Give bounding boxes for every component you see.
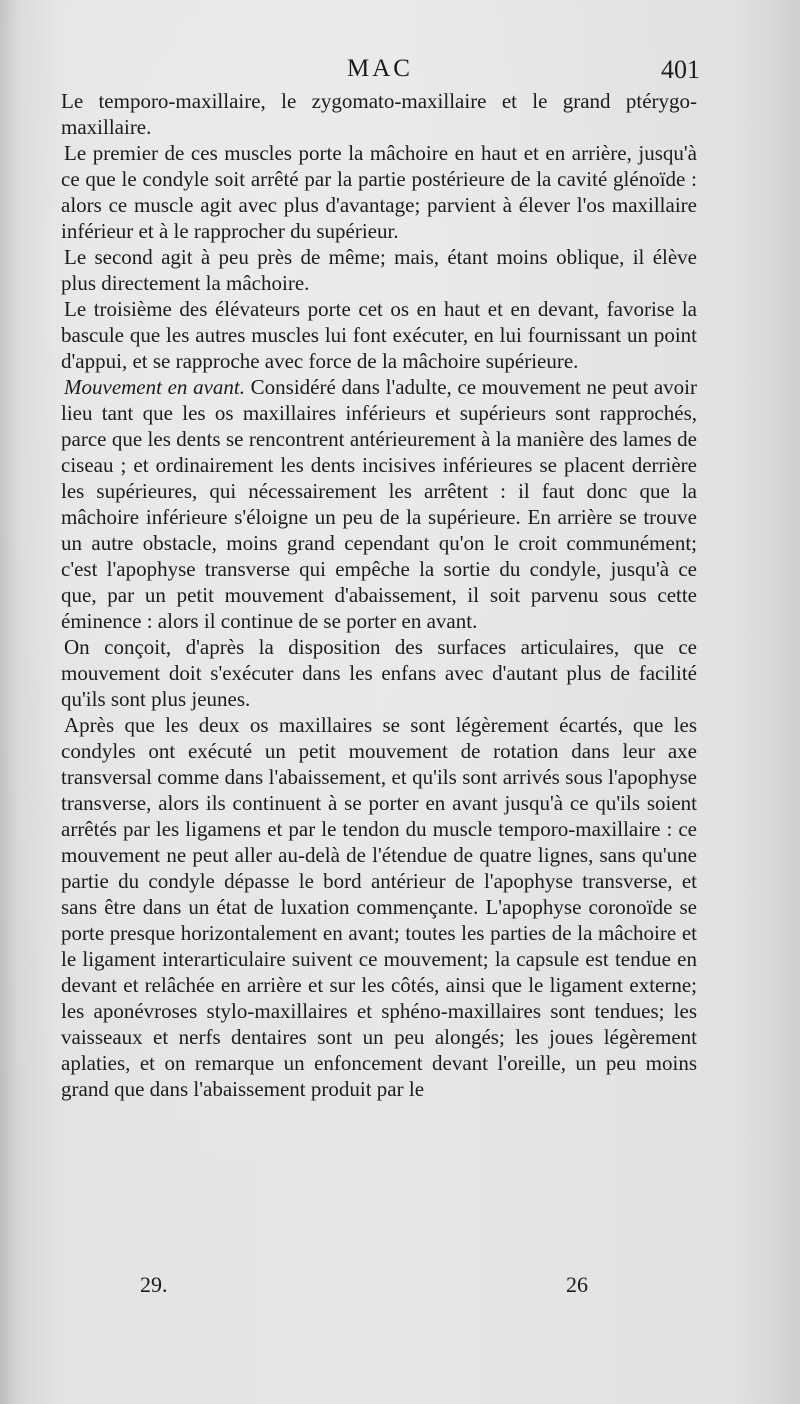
paragraph-text: Le temporo-maxillaire, le zygomato-maxillaire et le grand ptérygo-maxillaire. [61,89,697,139]
paragraph-after-separation [61,712,697,1102]
paragraph-second-muscle [61,244,697,296]
paragraph-text: Après que les deux os maxillaires se sont légèrement écartés, que les condyles ont exécuté un petit mouvement de rotation dans leur axe transversal comme dans l'abaissement, et qu'ils sont arrivés sous l'apophyse transverse, alors ils continuent à se porter en avant jusqu'à ce qu'ils soient arrêtés par les ligamens et par le tendon du muscle temporo-maxillaire : ce mouvement ne peut aller au-delà de l'étendue de quatre lignes, sans qu'une partie du condyle dépasse le bord antérieur de l'apophyse transverse, et sans être dans un état de luxation commençante. L'apophyse coronoïde se porte presque horizontalement en avant; toutes les parties de la mâchoire et le ligament interarticulaire suivent ce mouvement; la capsule est tendue en devant et relâchée en arrière et sur les côtés, ainsi que le ligament externe; les aponévroses stylo-maxillaires et sphéno-maxillaires sont tendues; les vaisseaux et nerfs dentaires sont un peu alongés; les joues légèrement aplaties, et on remarque un enfoncement devant l'oreille, un peu moins grand que dans l'abaissement produit par le [61,713,697,1101]
paragraph-third-elevator [61,296,697,374]
paragraph-text: On conçoit, d'après la disposition des surfaces articulaires, que ce mouvement doit s'exécuter dans les enfans avec d'autant plus de facilité qu'ils sont plus jeunes. [61,635,697,711]
paragraph-children [61,634,697,712]
running-head-title: MAC [347,55,413,82]
body-text [61,88,697,1102]
page-footer [60,1272,700,1302]
paragraph-text: Le troisième des élévateurs porte cet os en haut et en devant, favorise la bascule que les autres muscles lui font exécuter, en lui fournissant un point d'appui, et se rapproche avec force de la mâchoire supérieure. [61,297,697,373]
running-head [60,55,700,89]
page-number: 401 [661,55,700,84]
paragraph-text: Le premier de ces muscles porte la mâchoire en haut et en arrière, jusqu'à ce que le condyle soit arrêté par la partie postérieure de la cavité glénoïde : alors ce muscle agit avec plus d'avantage; parvient à élever l'os maxillaire inférieur et à le rapprocher du supérieur. [61,141,697,243]
paragraph-first-muscle [61,140,697,244]
sheet-number: 26 [566,1272,588,1297]
paragraph-muscles-list [61,88,697,140]
paragraph-forward-movement [61,374,697,634]
section-lead: Mouvement en avant. [64,375,245,399]
paragraph-text: Le second agit à peu près de même; mais, étant moins oblique, il élève plus directement la mâchoire. [61,245,697,295]
paragraph-text: Considéré dans l'adulte, ce mouvement ne peut avoir lieu tant que les os maxillaires inférieurs et supérieurs sont rapprochés, parce que les dents se rencontrent antérieurement à la manière des lames de ciseau ; et ordinairement les dents incisives inférieures se placent derrière les supérieures, qui nécessairement les arrêtent : il faut donc que la mâchoire inférieure s'éloigne un peu de la supérieure. En arrière se trouve un autre obstacle, moins grand cependant qu'on le croit communément; c'est l'apophyse transverse qui empêche la sortie du condyle, jusqu'à ce que, par un petit mouvement d'abaissement, il soit parvenu sous cette éminence : alors il continue de se porter en avant. [61,375,697,633]
signature-mark: 29. [140,1272,168,1297]
